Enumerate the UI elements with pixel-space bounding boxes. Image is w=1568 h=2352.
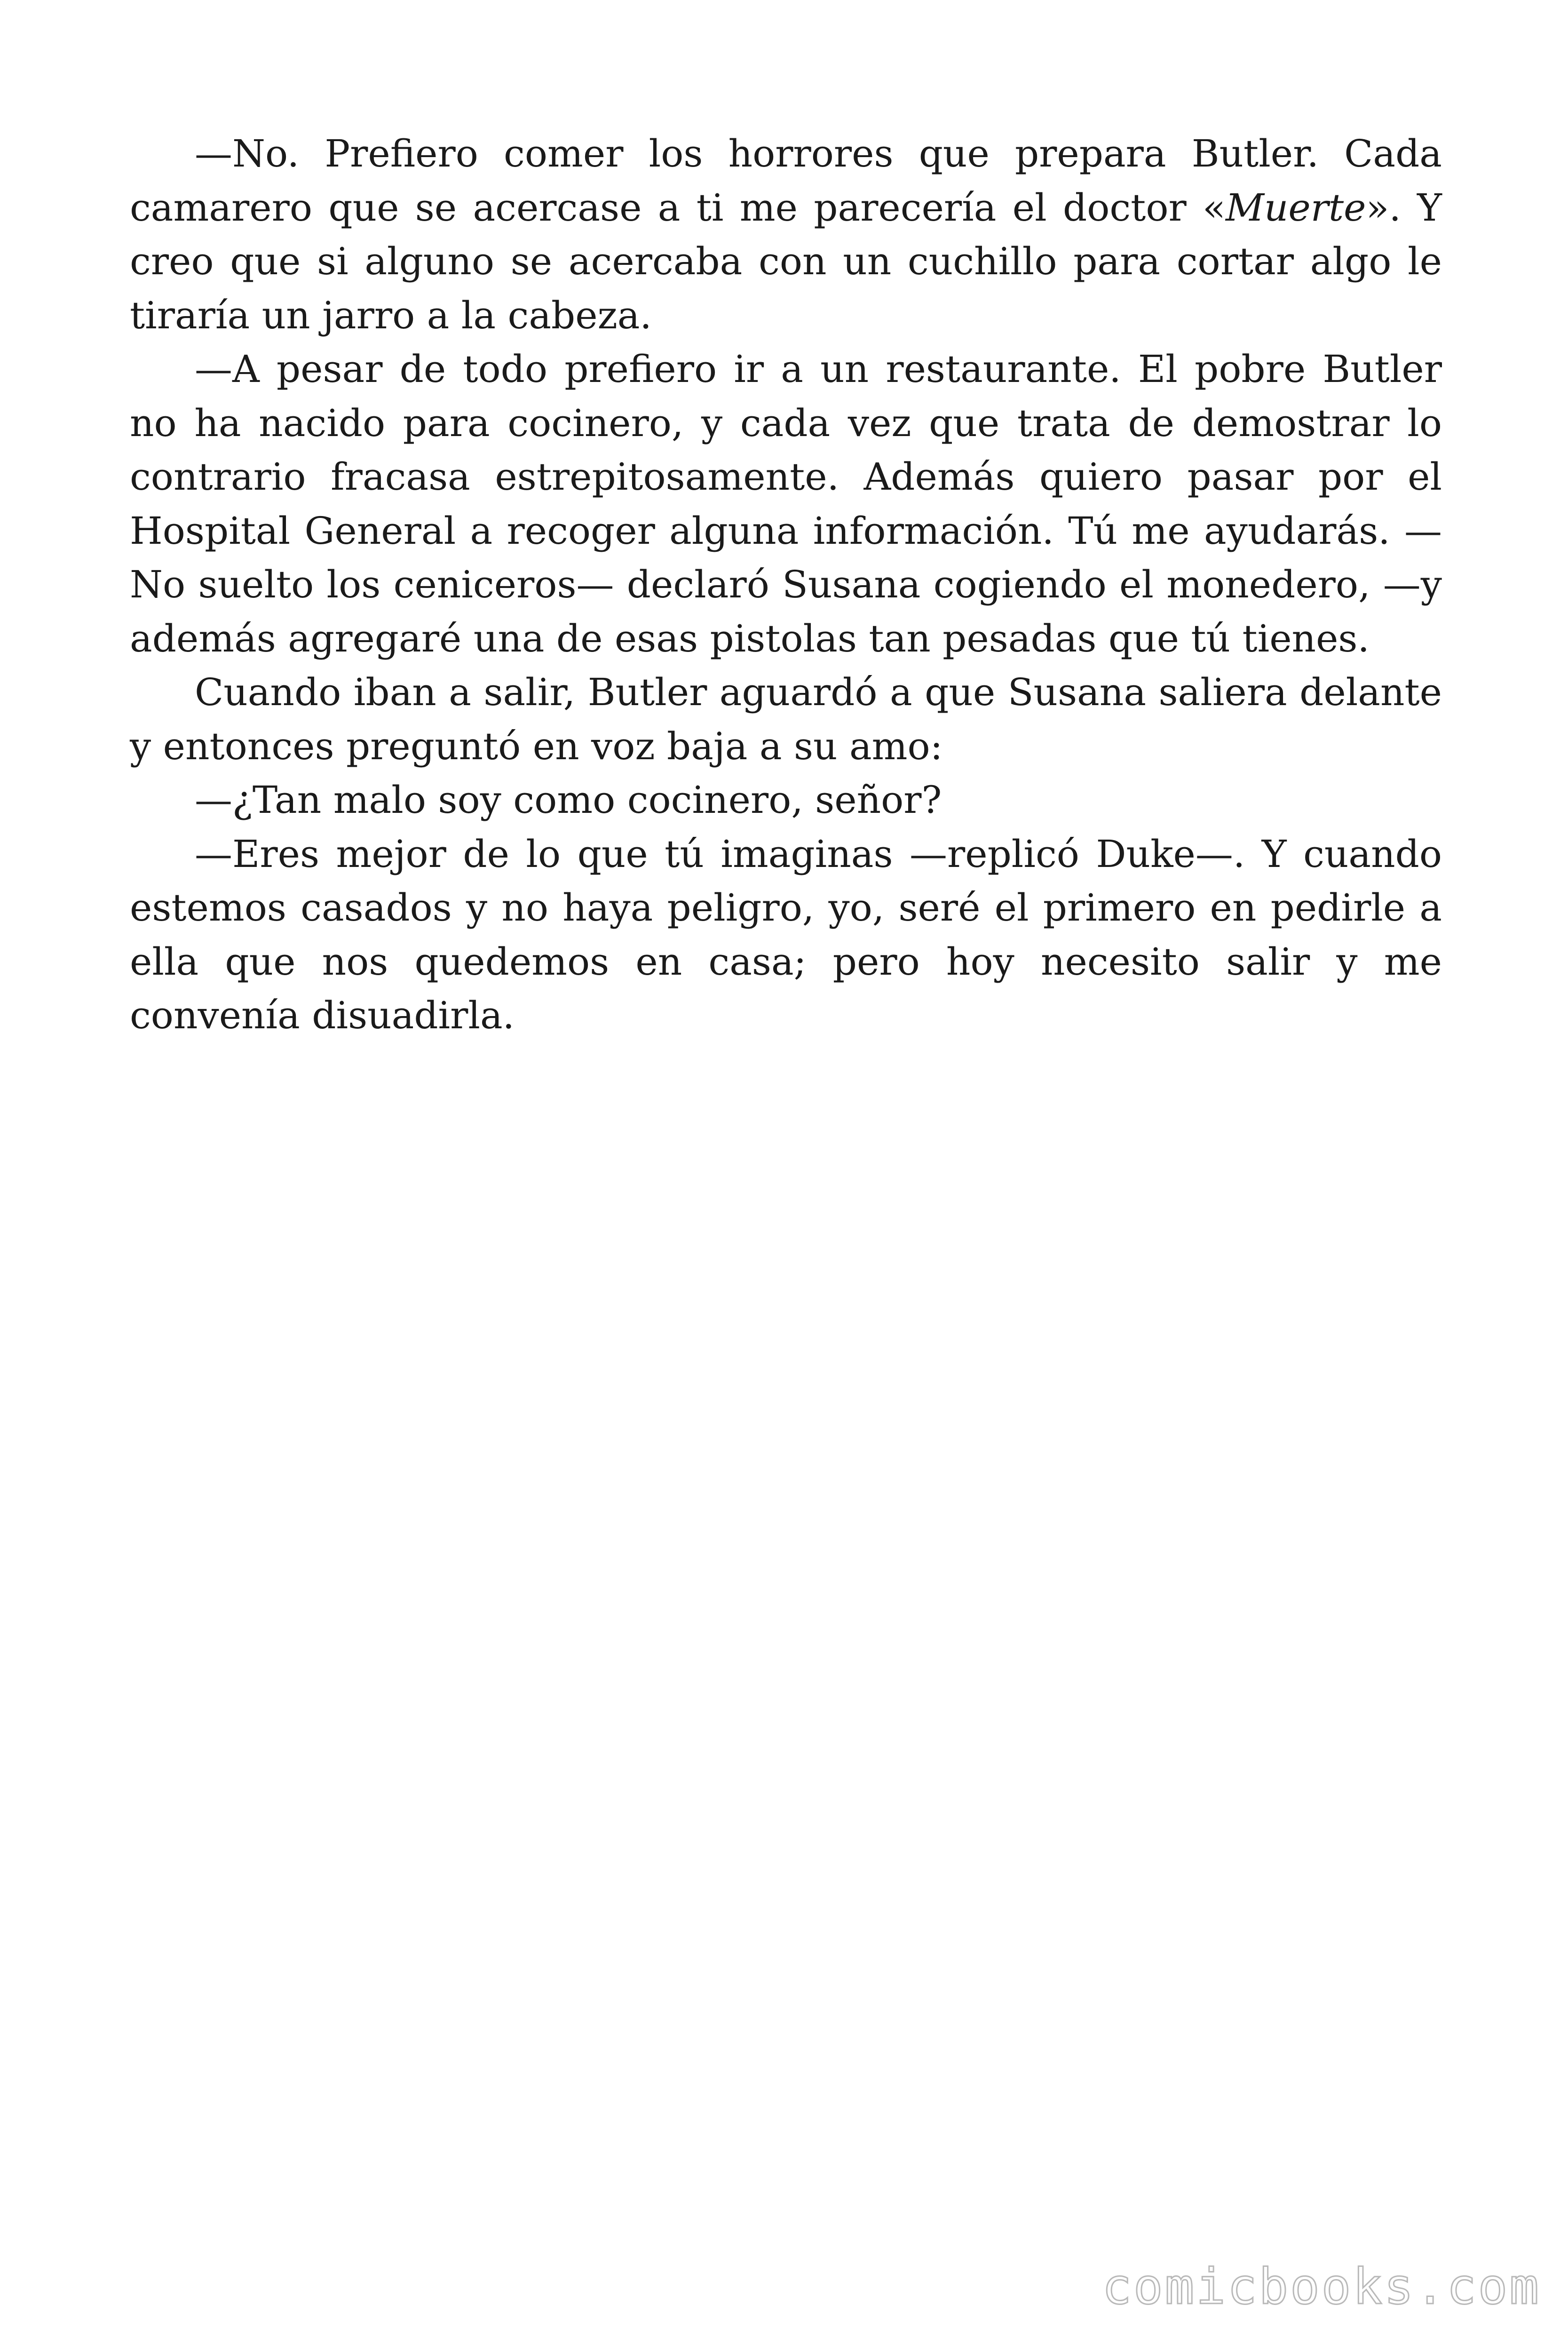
paragraph-2: —A pesar de todo prefiero ir a un restaurante. El pobre Butler no ha nacido para cocinero, y cada vez que trata de demostrar lo contrario fracasa estrepitosamente. Además quiero pasar por el Hospital General a recoger alguna información. Tú me ayudarás. —No suelto los ceniceros— declaró Susana cogiendo el monedero, —y además agregaré una de esas pistolas tan pesadas que tú tienes. <box>130 347 1442 660</box>
paragraph-3: Cuando iban a salir, Butler aguardó a que Susana saliera delante y entonces preguntó en voz baja a su amo: <box>130 670 1442 768</box>
paragraph-1-text-after: ». Y creo que si alguno se acercaba con un cuchillo para cortar algo le tiraría un jarro a la cabeza. <box>130 185 1442 337</box>
watermark: comicbooks.com <box>1102 2258 1541 2315</box>
paragraph-1 <box>130 127 1442 342</box>
paragraph-1-text-before: —No. Prefiero comer los horrores que prepara Butler. Cada camarero que se acercase a ti me parecería el doctor « <box>130 132 1442 230</box>
page-body <box>130 127 1442 1043</box>
paragraph-1-emphasis: Muerte <box>1225 185 1366 230</box>
paragraph-5: —Eres mejor de lo que tú imaginas —replicó Duke—. Y cuando estemos casados y no haya peligro, yo, seré el primero en pedirle a ella que nos quedemos en casa; pero hoy necesito salir y me convenía disuadirla. <box>130 832 1442 1037</box>
paragraph-4: —¿Tan malo soy como cocinero, señor? <box>195 778 942 822</box>
